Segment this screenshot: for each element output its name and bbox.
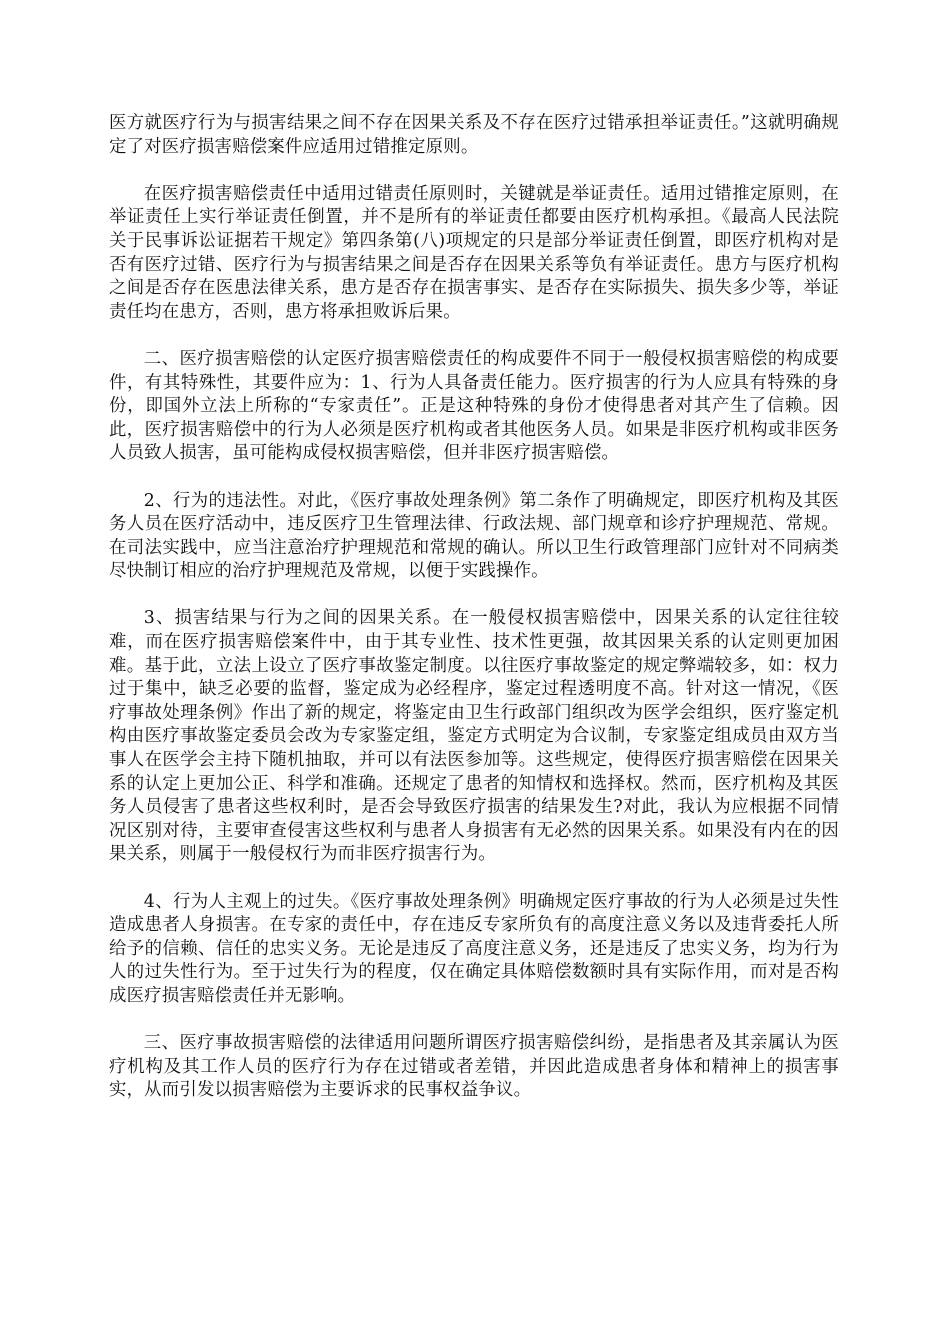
paragraph: 3、损害结果与行为之间的因果关系。在一般侵权损害赔偿中，因果关系的认定往往较难，而在医疗损害赔偿案件中，由于其专业性、技术性更强，故其因果关系的认定则更加困难。基于此，立法上设立了医疗事故鉴定制度。以往医疗事故鉴定的规定弊端较多，如：权力过于集中，缺乏必要的监督，鉴定成为必经程序，鉴定过程透明度不高。针对这一情况，《医疗事故处理条例》作出了新的规定，将鉴定由卫生行政部门组织改为医学会组织，医疗鉴定机构由医疗事故鉴定委员会改为专家鉴定组，鉴定方式明定为合议制，专家鉴定组成员由双方当事人在医学会主持下随机抽取，并可以有法医参加等。这些规定，使得医疗损害赔偿在因果关系的认定上更加公正、科学和准确。还规定了患者的知情权和选择权。然而，医疗机构及其医务人员侵害了患者这些权利时，是否会导致医疗损害的结果发生?对此，我认为应根据不同情况区别对待，主要审查侵害这些权利与患者人身损害有无必然的因果关系。如果没有内在的因果关系，则属于一般侵权行为而非医疗损害行为。 <box>109 608 839 865</box>
paragraph: 三、医疗事故损害赔偿的法律适用问题所谓医疗损害赔偿纠纷，是指患者及其亲属认为医疗机构及其工作人员的医疗行为存在过错或者差错，并因此造成患者身体和精神上的损害事实，从而引发以损害赔偿为主要诉求的民事权益争议。 <box>109 1033 839 1101</box>
paragraph: 在医疗损害赔偿责任中适用过错责任原则时，关键就是举证责任。适用过错推定原则，在举证责任上实行举证责任倒置，并不是所有的举证责任都要由医疗机构承担。《最高人民法院关于民事诉讼证据若干规定》第四条第(八)项规定的只是部分举证责任倒置，即医疗机构对是否有医疗过错、医疗行为与损害结果之间是否存在因果关系等负有举证责任。患方与医疗机构之间是否存在医患法律关系，患方是否存在损害事实、是否存在实际损失、损失多少等，举证责任均在患方，否则，患方将承担败诉后果。 <box>109 183 839 322</box>
paragraph: 4、行为人主观上的过失。《医疗事故处理条例》明确规定医疗事故的行为人必须是过失性造成患者人身损害。在专家的责任中，存在违反专家所负有的高度注意义务以及违背委托人所给予的信赖、信任的忠实义务。无论是违反了高度注意义务，还是违反了忠实义务，均为行为人的过失性行为。至于过失行为的程度，仅在确定具体赔偿数额时具有实际作用，而对是否构成医疗损害赔偿责任并无影响。 <box>109 891 839 1006</box>
document-page <box>109 112 839 1127</box>
paragraph: 二、医疗损害赔偿的认定医疗损害赔偿责任的构成要件不同于一般侵权损害赔偿的构成要件，有其特殊性，其要件应为：1、行为人具备责任能力。医疗损害的行为人应具有特殊的身份，即国外立法上所称的“专家责任”。正是这种特殊的身份才使得患者对其产生了信赖。因此，医疗损害赔偿中的行为人必须是医疗机构或者其他医务人员。如果是非医疗机构或非医务人员致人损害，虽可能构成侵权损害赔偿，但并非医疗损害赔偿。 <box>109 348 839 464</box>
paragraph: 2、行为的违法性。对此，《医疗事故处理条例》第二条作了明确规定，即医疗机构及其医务人员在医疗活动中，违反医疗卫生管理法律、行政法规、部门规章和诊疗护理规范、常规。在司法实践中，应当注意治疗护理规范和常规的确认。所以卫生行政管理部门应针对不同病类尽快制订相应的治疗护理规范及常规，以便于实践操作。 <box>109 490 839 582</box>
paragraph: 医方就医疗行为与损害结果之间不存在因果关系及不存在医疗过错承担举证责任。”这就明确规定了对医疗损害赔偿案件应适用过错推定原则。 <box>109 113 839 157</box>
